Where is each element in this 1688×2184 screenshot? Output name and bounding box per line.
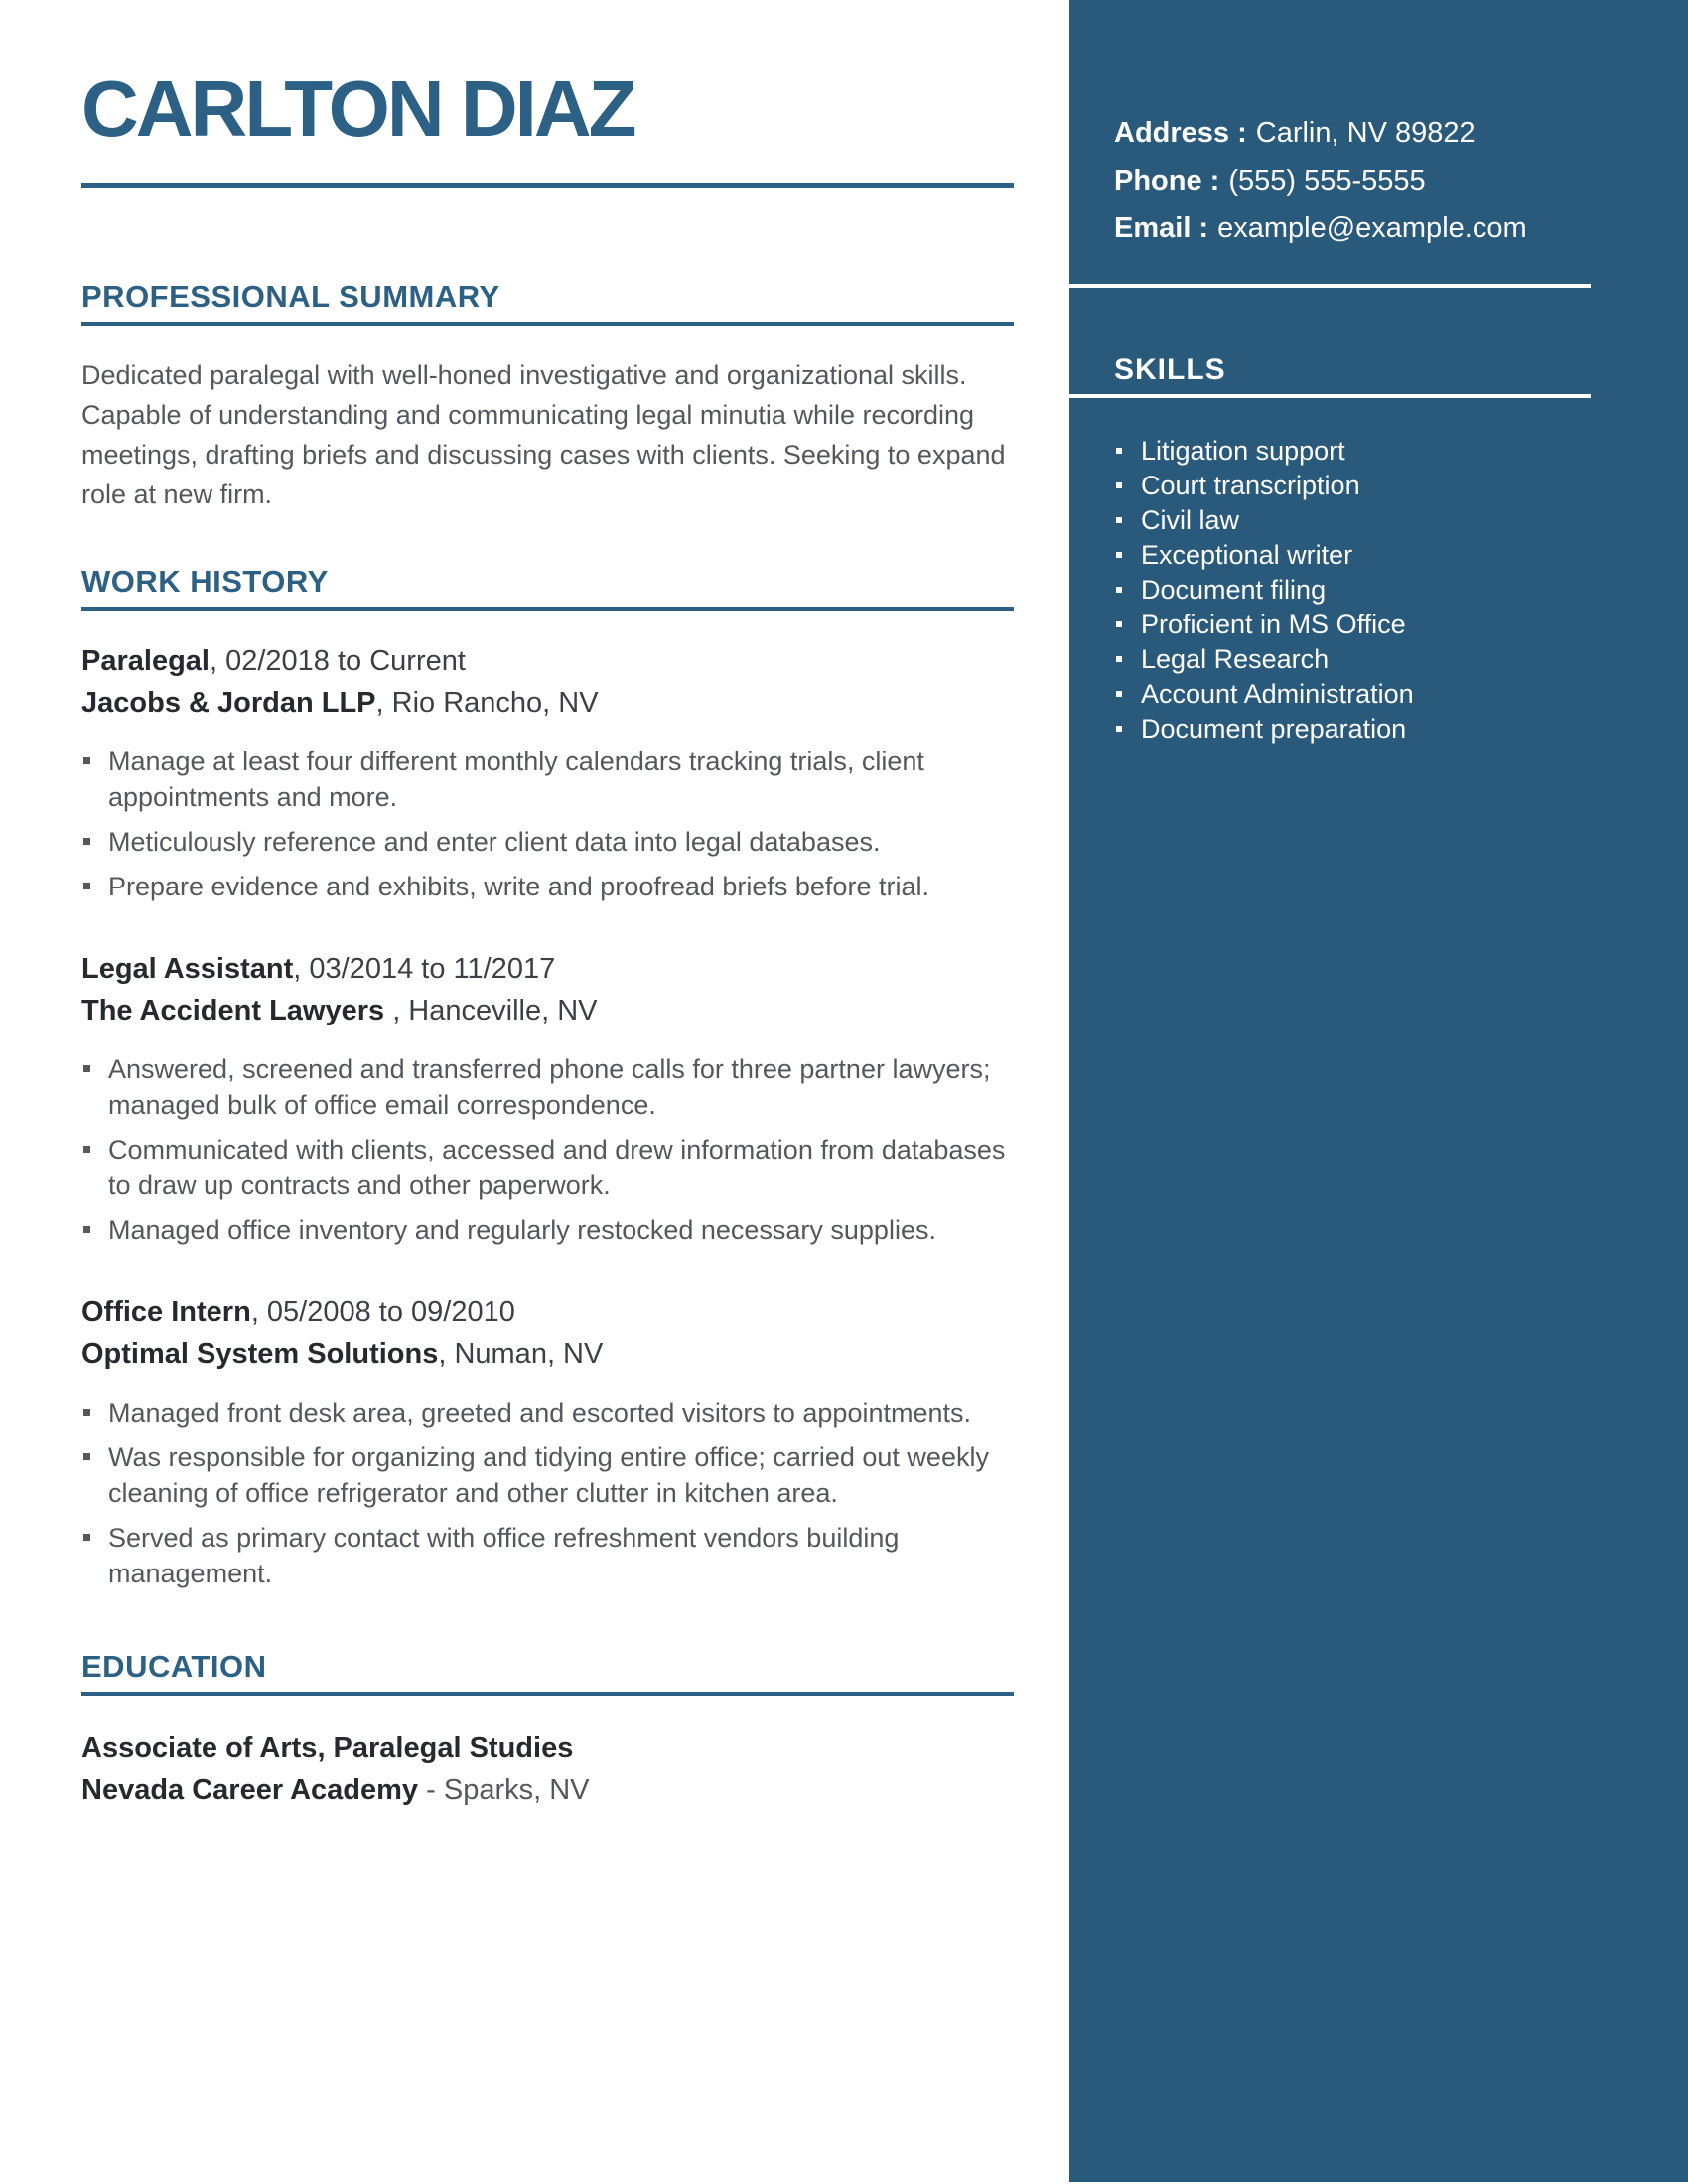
skill-item: Litigation support <box>1114 434 1638 469</box>
job-bullet: Was responsible for organizing and tidying entire office; carried out weekly cleaning of office refrigerator and other clutter in kitchen area. <box>81 1439 1014 1511</box>
main-column <box>81 0 1014 1811</box>
education-section <box>81 1649 1014 1811</box>
job-bullet: Prepare evidence and exhibits, write and proofread briefs before trial. <box>81 869 1014 904</box>
contact-block <box>1114 109 1638 252</box>
job-employer-line <box>81 990 1014 1031</box>
job-bullet: Communicated with clients, accessed and drew information from databases to draw up contracts and other paperwork. <box>81 1132 1014 1203</box>
skill-item: Civil law <box>1114 503 1638 538</box>
job-bullet-list <box>81 1051 1014 1248</box>
name-divider <box>81 183 1014 188</box>
job-employer: Jacobs & Jordan LLP <box>81 687 376 719</box>
job-employer-line <box>81 682 1014 724</box>
school-name: Nevada Career Academy <box>81 1774 419 1806</box>
job-dates: , 03/2014 to 11/2017 <box>293 953 556 985</box>
job-bullet: Managed front desk area, greeted and escorted visitors to appointments. <box>81 1395 1014 1431</box>
school-line <box>81 1769 1014 1811</box>
job-title-line <box>81 1292 1014 1333</box>
job-entry <box>81 640 1014 904</box>
job-bullet: Answered, screened and transferred phone calls for three partner lawyers; managed bulk of office email correspondence. <box>81 1051 1014 1123</box>
job-bullet-list <box>81 744 1014 904</box>
job-location: , Rio Rancho, NV <box>375 687 599 719</box>
skill-item: Exceptional writer <box>1114 538 1638 573</box>
skill-item: Account Administration <box>1114 677 1638 712</box>
job-title-line <box>81 640 1014 682</box>
skill-item: Document filing <box>1114 573 1638 608</box>
skill-item: Legal Research <box>1114 642 1638 677</box>
job-location: , Hanceville, NV <box>384 995 598 1026</box>
education-heading: EDUCATION <box>81 1649 267 1684</box>
job-title: Paralegal <box>81 645 210 677</box>
job-employer-line <box>81 1333 1014 1375</box>
contact-email <box>1114 205 1638 252</box>
skills-heading: SKILLS <box>1114 353 1226 386</box>
work-history-divider <box>81 607 1014 611</box>
job-employer: Optimal System Solutions <box>81 1338 439 1370</box>
address-label: Address : <box>1114 117 1247 149</box>
job-bullet: Meticulously reference and enter client data into legal databases. <box>81 824 1014 860</box>
job-title-line <box>81 948 1014 990</box>
skills-divider <box>1069 394 1591 398</box>
skills-list <box>1114 434 1638 747</box>
education-divider <box>81 1692 1014 1696</box>
job-bullet: Manage at least four different monthly calendars tracking trials, client appointments and more. <box>81 744 1014 815</box>
summary-heading: PROFESSIONAL SUMMARY <box>81 279 500 314</box>
work-history-section <box>81 564 1014 1591</box>
sidebar <box>1069 0 1688 2182</box>
email-label: Email : <box>1114 212 1209 244</box>
phone-value: (555) 555-5555 <box>1228 165 1426 197</box>
skill-item: Document preparation <box>1114 712 1638 747</box>
phone-label: Phone : <box>1114 165 1220 197</box>
job-dates: , 02/2018 to Current <box>209 645 466 677</box>
candidate-name: CARLTON DIAZ <box>81 65 634 153</box>
contact-phone <box>1114 157 1638 205</box>
job-employer: The Accident Lawyers <box>81 995 385 1026</box>
summary-divider <box>81 322 1014 326</box>
professional-summary-section <box>81 279 1014 514</box>
job-location: , Numan, NV <box>438 1338 604 1370</box>
job-bullet-list <box>81 1395 1014 1591</box>
job-entry <box>81 1292 1014 1591</box>
work-history-heading: WORK HISTORY <box>81 564 329 599</box>
job-bullet: Managed office inventory and regularly restocked necessary supplies. <box>81 1212 1014 1248</box>
contact-address <box>1114 109 1638 157</box>
address-value: Carlin, NV 89822 <box>1255 117 1476 149</box>
summary-text: Dedicated paralegal with well-honed investigative and organizational skills. Capable of understanding and communicating legal minutia while recording meetings, drafting briefs and discussing cases with clients. Seeking to expand role at new firm. <box>81 360 1006 509</box>
degree: Associate of Arts, Paralegal Studies <box>81 1732 574 1764</box>
job-dates: , 05/2008 to 09/2010 <box>250 1297 515 1328</box>
job-title: Office Intern <box>81 1297 251 1328</box>
job-title: Legal Assistant <box>81 953 294 985</box>
skill-item: Court transcription <box>1114 469 1638 503</box>
contact-divider <box>1069 284 1591 288</box>
job-bullet: Served as primary contact with office refreshment vendors building management. <box>81 1520 1014 1591</box>
skill-item: Proficient in MS Office <box>1114 608 1638 642</box>
job-entry <box>81 948 1014 1248</box>
email-value: example@example.com <box>1217 212 1527 244</box>
school-location: - Sparks, NV <box>418 1774 590 1806</box>
